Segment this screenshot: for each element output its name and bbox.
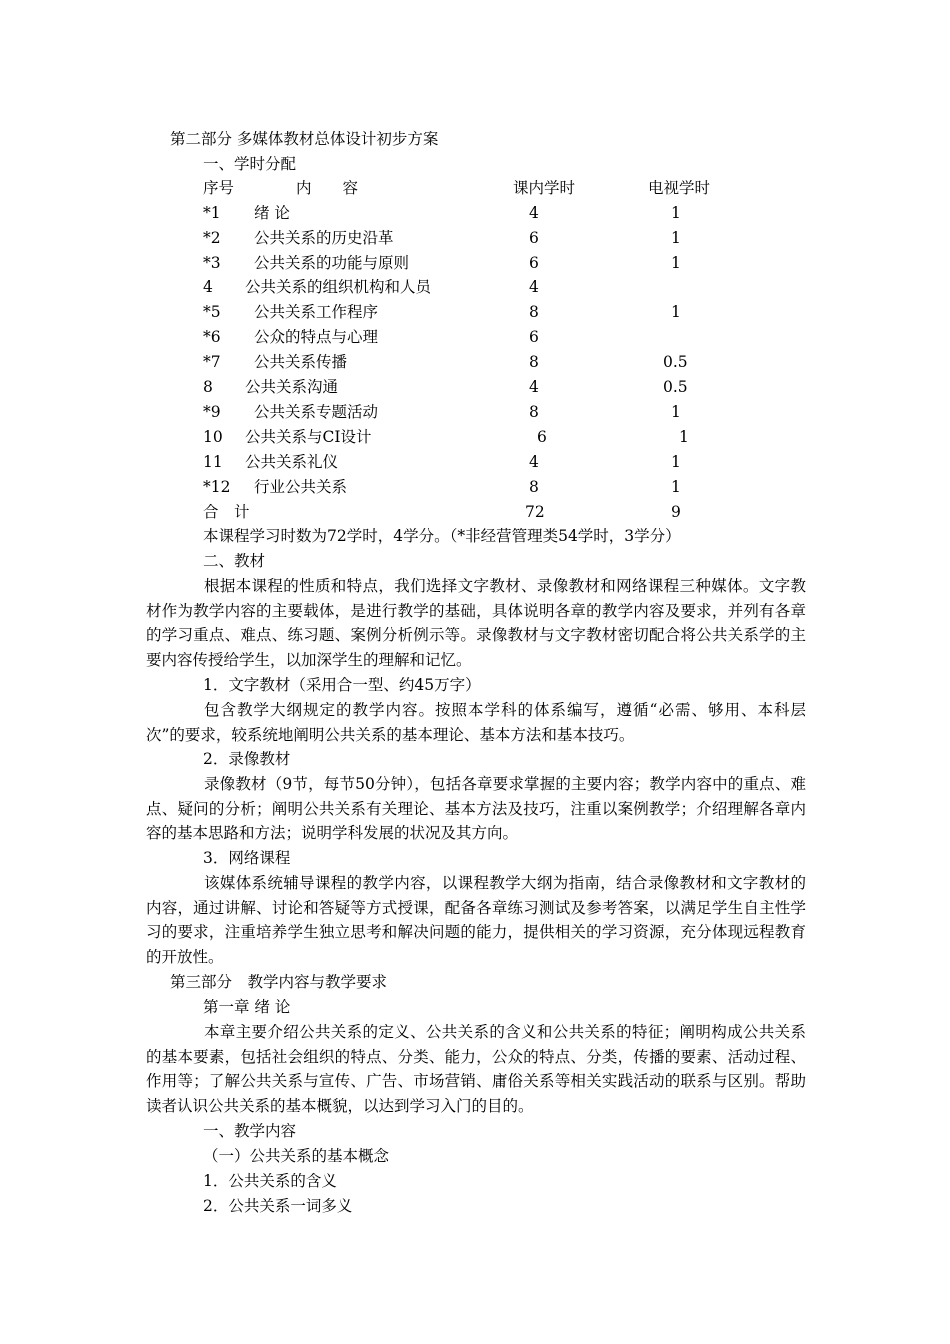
row-class-hours: 8 [529,478,539,496]
total-class-hours: 72 [525,503,545,521]
row-tv-hours: 1 [671,204,681,222]
row-content: 绪 论 [254,204,290,222]
row-class-hours: 8 [529,403,539,421]
total-label: 合 计 [203,503,250,521]
row-content: 公共关系传播 [254,353,348,371]
row-no: 4 [203,278,213,296]
row-content: 公众的特点与心理 [254,328,379,346]
row-no: *7 [203,353,221,371]
row-class-hours: 6 [529,254,539,272]
row-content: 公共关系专题活动 [254,403,379,421]
row-class-hours: 4 [529,204,539,222]
item3-heading: 3．网络课程 [203,849,291,867]
row-class-hours: 8 [529,353,539,371]
row-tv-hours: 1 [671,403,681,421]
header-content: 内 容 [296,179,359,197]
section1-heading: 一、学时分配 [203,155,297,173]
chapter1-paragraph: 本章主要介绍公共关系的定义、公共关系的含义和公共关系的特征；阐明构成公共关系的基本要素，包括社会组织的特点、分类、能力，公众的特点、分类，传播的要素、活动过程、作用等；了解公共关系与宣传、广告、市场营销、庸俗关系等相关实践活动的联系与区别。帮助读者认识公共关系的基本概貌，以达到学习入门的目的。 [146,1023,806,1116]
hours-note: 本课程学习时数为72学时，4学分。（*非经营管理类54学时，3学分） [203,527,681,545]
section2-paragraph: 根据本课程的性质和特点，我们选择文字教材、录像教材和网络课程三种媒体。文字教材作为教学内容的主要载体，是进行教学的基础，具体说明各章的教学内容及要求，并列有各章的学习重点、难点、练习题、案例分析例示等。录像教材与文字教材密切配合将公共关系学的主要内容传授给学生，以加深学生的理解和记忆。 [146,577,806,670]
row-tv-hours: 1 [671,478,681,496]
row-class-hours: 6 [529,328,539,346]
row-class-hours: 4 [529,453,539,471]
row-tv-hours: 0.5 [663,378,688,396]
part3-title: 第三部分 教学内容与教学要求 [170,973,388,991]
row-content: 公共关系的功能与原则 [254,254,410,272]
row-no: *5 [203,303,221,321]
row-no: 8 [203,378,213,396]
row-no: *12 [203,478,231,496]
row-tv-hours: 0.5 [663,353,688,371]
part2-title: 第二部分 多媒体教材总体设计初步方案 [170,130,439,148]
row-class-hours: 8 [529,303,539,321]
row-content: 行业公共关系 [254,478,348,496]
sub1-heading: （一）公共关系的基本概念 [203,1147,390,1165]
row-content: 公共关系与CI设计 [245,428,372,446]
row-tv-hours: 1 [671,254,681,272]
row-content: 公共关系礼仪 [245,453,339,471]
row-no: *9 [203,403,221,421]
row-no: *6 [203,328,221,346]
row-content: 公共关系沟通 [245,378,339,396]
row-no: 10 [203,428,223,446]
header-tv-hours: 电视学时 [648,179,711,197]
row-class-hours: 4 [529,278,539,296]
row-class-hours: 4 [529,378,539,396]
header-class-hours: 课内学时 [513,179,576,197]
item2-heading: 2．录像教材 [203,750,291,768]
item3-paragraph: 该媒体系统辅导课程的教学内容，以课程教学大纲为指南，结合录像教材和文字教材的内容，通过讲解、讨论和答疑等方式授课，配备各章练习测试及参考答案，以满足学生自主性学习的要求，注重培养学生独立思考和解决问题的能力，提供相关的学习资源，充分体现远程教育的开放性。 [146,874,806,967]
row-no: *1 [203,204,221,222]
row-class-hours: 6 [537,428,547,446]
item1-paragraph: 包含教学大纲规定的教学内容。按照本学科的体系编写，遵循“必需、够用、本科层次”的要求，较系统地阐明公共关系的基本理论、基本方法和基本技巧。 [146,701,806,744]
header-no: 序号 [203,179,235,197]
item2-paragraph: 录像教材（9节，每节50分钟），包括各章要求掌握的主要内容；教学内容中的重点、难点、疑问的分析；阐明公共关系有关理论、基本方法及技巧，注重以案例教学；介绍理解各章内容的基本思路和方法；说明学科发展的状况及其方向。 [146,775,806,843]
row-content: 公共关系工作程序 [254,303,379,321]
row-no: *2 [203,229,221,247]
row-content: 公共关系的历史沿革 [254,229,394,247]
sub1-item1: 1．公共关系的含义 [203,1172,337,1190]
row-tv-hours: 1 [671,229,681,247]
row-content: 公共关系的组织机构和人员 [245,278,432,296]
row-tv-hours: 1 [671,453,681,471]
row-no: 11 [203,453,223,471]
teaching-content-heading: 一、教学内容 [203,1122,297,1140]
row-class-hours: 6 [529,229,539,247]
chapter1-title: 第一章 绪 论 [203,998,291,1016]
section2-heading: 二、教材 [203,552,266,570]
total-tv-hours: 9 [671,503,681,521]
row-no: *3 [203,254,221,272]
item1-heading: 1．文字教材（采用合一型、约45万字） [203,676,481,694]
row-tv-hours: 1 [679,428,689,446]
row-tv-hours: 1 [671,303,681,321]
sub1-item2: 2．公共关系一词多义 [203,1197,353,1215]
